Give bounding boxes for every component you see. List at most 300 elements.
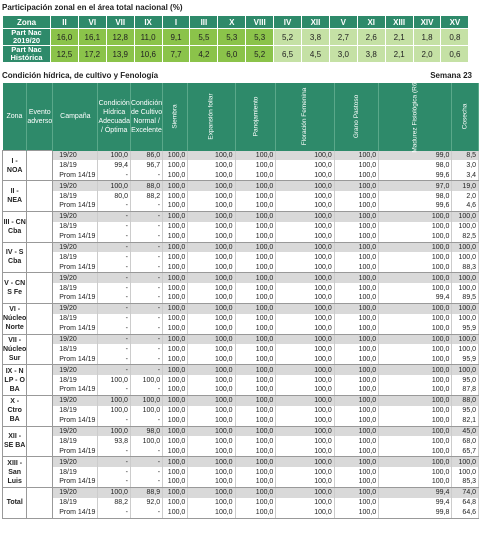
table-row [3,477,479,487]
cultivo-cell: - [130,477,162,487]
condition-table [2,80,479,519]
phenology-cell: 100,0 [379,222,452,232]
col-expansion-label: Expansión foliar [207,93,215,140]
participation-header-row [3,16,469,29]
zone-name: Total [3,487,27,518]
phenology-cell: 100,0 [276,262,334,272]
hidrica-cell: 100,0 [98,395,131,405]
evento-adverso-cell [27,211,53,242]
participation-value: 13,9 [106,46,134,63]
phenology-cell: 100,0 [334,160,378,170]
table-row [3,344,479,354]
participation-value: 12,8 [106,29,134,46]
phenology-cell: 100,0 [235,477,276,487]
col-cosecha-label: Cosecha [461,103,469,130]
phenology-cell: 100,0 [163,385,188,395]
phenology-cell: 74,0 [452,487,479,497]
phenology-cell: 100,0 [334,498,378,508]
condition-title-text: Condición hídrica, de cultivo y Fenología [2,71,159,80]
phenology-cell: 65,7 [452,446,479,456]
phenology-cell: 100,0 [163,498,188,508]
hidrica-cell: - [98,262,131,272]
phenology-cell: 100,0 [276,446,334,456]
cultivo-cell: - [130,385,162,395]
evento-adverso-cell [27,151,53,181]
campana-cell: Prom 14/19 [53,201,98,211]
phenology-cell: 64,8 [452,498,479,508]
phenology-cell: 100,0 [452,314,479,324]
participation-zone-header: V [329,16,357,29]
participation-value: 2,1 [385,46,413,63]
hidrica-cell: - [98,293,131,303]
participation-value: 3,8 [302,29,330,46]
cultivo-cell: - [130,262,162,272]
phenology-cell: 100,0 [276,416,334,426]
table-row [3,191,479,201]
participation-value: 2,7 [329,29,357,46]
phenology-cell: 100,0 [188,436,235,446]
phenology-cell: 85,3 [452,477,479,487]
phenology-cell: 100,0 [235,365,276,375]
cultivo-cell: - [130,467,162,477]
phenology-cell: 100,0 [334,211,378,221]
participation-value: 17,2 [78,46,106,63]
phenology-cell: 100,0 [188,426,235,436]
evento-adverso-cell [27,273,53,304]
participation-value: 3,0 [329,46,357,63]
campana-cell: 18/19 [53,191,98,201]
phenology-cell: 88,3 [452,262,479,272]
hidrica-cell: - [98,385,131,395]
phenology-cell: 3,0 [452,160,479,170]
hidrica-cell: - [98,211,131,221]
participation-value: 16,1 [78,29,106,46]
cultivo-cell: - [130,170,162,180]
zone-name: IV - S Cba [3,242,27,273]
campana-cell: 19/20 [53,303,98,313]
phenology-cell: 3,4 [452,170,479,180]
phenology-cell: 100,0 [334,262,378,272]
phenology-cell: 100,0 [334,303,378,313]
table-row [3,273,479,283]
phenology-cell: 100,0 [334,334,378,344]
hidrica-cell: - [98,344,131,354]
hidrica-cell: - [98,170,131,180]
phenology-cell: 100,0 [452,344,479,354]
phenology-cell: 87,8 [452,385,479,395]
participation-header-label: Zona [3,16,51,29]
participation-value: 16,0 [51,29,79,46]
participation-zone-header: III [190,16,218,29]
col-cultivo: Condición de Cultivo Normal / Excelente [130,83,162,151]
phenology-cell: 100,0 [334,222,378,232]
campana-cell: 18/19 [53,467,98,477]
phenology-cell: 100,0 [379,273,452,283]
col-siembra-label: Siembra [171,104,179,129]
phenology-cell: 100,0 [188,446,235,456]
cultivo-cell: 88,2 [130,191,162,201]
table-row [3,314,479,324]
phenology-cell: 100,0 [163,324,188,334]
phenology-cell: 100,0 [235,283,276,293]
phenology-cell: 100,0 [379,262,452,272]
phenology-cell: 82,1 [452,416,479,426]
participation-zone-header: XI [357,16,385,29]
col-panojamiento [235,83,276,151]
phenology-cell: 100,0 [163,211,188,221]
phenology-cell: 100,0 [163,457,188,467]
phenology-cell: 100,0 [379,416,452,426]
phenology-cell: 100,0 [379,446,452,456]
col-grano-label: Grano Pastoso [352,95,360,139]
participation-zone-header: IX [134,16,162,29]
phenology-cell: 100,0 [334,354,378,364]
hidrica-cell: - [98,446,131,456]
phenology-cell: 100,0 [163,170,188,180]
hidrica-cell: - [98,252,131,262]
campana-cell: Prom 14/19 [53,262,98,272]
participation-row [3,46,469,63]
phenology-cell: 95,9 [452,324,479,334]
phenology-cell: 100,0 [163,314,188,324]
participation-zone-header: XII [302,16,330,29]
phenology-cell: 100,0 [379,344,452,354]
phenology-cell: 100,0 [163,354,188,364]
phenology-cell: 100,0 [235,211,276,221]
cultivo-cell: 86,0 [130,151,162,161]
participation-value: 11,0 [134,29,162,46]
participation-row-label: Part Nac 2019/20 [3,29,51,46]
table-row [3,293,479,303]
phenology-cell: 100,0 [188,222,235,232]
cultivo-cell: - [130,344,162,354]
phenology-cell: 100,0 [235,375,276,385]
phenology-cell: 8,5 [452,151,479,161]
hidrica-cell: - [98,324,131,334]
hidrica-cell: - [98,477,131,487]
table-row [3,324,479,334]
phenology-cell: 100,0 [188,170,235,180]
phenology-cell: 100,0 [188,293,235,303]
phenology-cell: 2,0 [452,191,479,201]
phenology-cell: 100,0 [188,365,235,375]
col-floracion-label: Floración Femenina [301,88,309,146]
table-row [3,457,479,467]
phenology-cell: 100,0 [235,406,276,416]
phenology-cell: 100,0 [163,406,188,416]
phenology-cell: 100,0 [235,385,276,395]
table-row [3,416,479,426]
phenology-cell: 100,0 [163,201,188,211]
phenology-cell: 100,0 [188,314,235,324]
phenology-cell: 19,0 [452,181,479,191]
phenology-cell: 100,0 [163,242,188,252]
participation-zone-header: VII [106,16,134,29]
phenology-cell: 82,5 [452,232,479,242]
phenology-cell: 100,0 [163,293,188,303]
phenology-cell: 100,0 [188,242,235,252]
phenology-cell: 100,0 [235,344,276,354]
phenology-cell: 100,0 [334,477,378,487]
table-row [3,211,479,221]
phenology-cell: 100,0 [276,354,334,364]
campana-cell: Prom 14/19 [53,477,98,487]
phenology-cell: 100,0 [235,293,276,303]
phenology-cell: 99,6 [379,201,452,211]
phenology-cell: 100,0 [188,354,235,364]
evento-adverso-cell [27,303,53,334]
cultivo-cell: - [130,334,162,344]
phenology-cell: 88,0 [452,395,479,405]
phenology-cell: 100,0 [334,406,378,416]
phenology-cell: 100,0 [334,170,378,180]
phenology-cell: 100,0 [235,436,276,446]
phenology-cell: 97,0 [379,181,452,191]
zone-name: X - Ctro BA [3,395,27,426]
phenology-cell: 95,0 [452,406,479,416]
phenology-cell: 100,0 [163,303,188,313]
campana-cell: 19/20 [53,487,98,497]
phenology-cell: 100,0 [276,508,334,518]
phenology-cell: 100,0 [163,365,188,375]
hidrica-cell: - [98,467,131,477]
phenology-cell: 99,6 [379,170,452,180]
participation-value: 9,1 [162,29,190,46]
phenology-cell: 99,8 [379,508,452,518]
cultivo-cell: 88,9 [130,487,162,497]
phenology-cell: 100,0 [235,151,276,161]
cultivo-cell: - [130,354,162,364]
phenology-cell: 100,0 [452,222,479,232]
phenology-cell: 100,0 [188,375,235,385]
col-expansion [188,83,235,151]
phenology-cell: 100,0 [379,283,452,293]
phenology-cell: 100,0 [379,211,452,221]
phenology-cell: 100,0 [163,262,188,272]
phenology-cell: 100,0 [334,201,378,211]
phenology-cell: 100,0 [276,385,334,395]
phenology-cell: 100,0 [188,324,235,334]
phenology-cell: 100,0 [334,151,378,161]
phenology-cell: 100,0 [188,160,235,170]
phenology-cell: 100,0 [334,314,378,324]
phenology-cell: 100,0 [276,436,334,446]
phenology-cell: 100,0 [334,395,378,405]
participation-value: 2,1 [385,29,413,46]
phenology-cell: 100,0 [276,283,334,293]
hidrica-cell: - [98,314,131,324]
phenology-cell: 100,0 [276,498,334,508]
hidrica-cell: - [98,457,131,467]
phenology-cell: 100,0 [276,191,334,201]
cultivo-cell: - [130,283,162,293]
phenology-cell: 100,0 [276,252,334,262]
phenology-cell: 64,6 [452,508,479,518]
campana-cell: Prom 14/19 [53,324,98,334]
hidrica-cell: - [98,508,131,518]
campana-cell: 18/19 [53,160,98,170]
phenology-cell: 100,0 [334,365,378,375]
campana-cell: Prom 14/19 [53,508,98,518]
phenology-cell: 100,0 [276,365,334,375]
cultivo-cell: - [130,232,162,242]
hidrica-cell: 100,0 [98,181,131,191]
table-row [3,181,479,191]
phenology-cell: 100,0 [188,498,235,508]
phenology-cell: 100,0 [235,252,276,262]
phenology-cell: 100,0 [334,273,378,283]
participation-value: 1,8 [413,29,441,46]
hidrica-cell: 100,0 [98,406,131,416]
phenology-cell: 100,0 [452,334,479,344]
phenology-cell: 99,4 [379,498,452,508]
phenology-cell: 100,0 [334,508,378,518]
campana-cell: 19/20 [53,211,98,221]
col-evento: Evento adverso [27,83,53,151]
participation-value: 3,8 [357,46,385,63]
phenology-cell: 100,0 [276,477,334,487]
week-label: Semana 23 [430,71,472,80]
phenology-cell: 100,0 [334,191,378,201]
phenology-cell: 100,0 [276,334,334,344]
campana-cell: Prom 14/19 [53,293,98,303]
phenology-cell: 99,4 [379,293,452,303]
participation-zone-header: X [218,16,246,29]
phenology-cell: 100,0 [235,191,276,201]
participation-zone-header: XIII [385,16,413,29]
cultivo-cell: 100,0 [130,436,162,446]
participation-zone-header: XIV [413,16,441,29]
phenology-cell: 100,0 [188,406,235,416]
cultivo-cell: - [130,508,162,518]
phenology-cell: 100,0 [334,446,378,456]
phenology-cell: 100,0 [334,324,378,334]
phenology-cell: 100,0 [188,252,235,262]
phenology-cell: 100,0 [163,477,188,487]
phenology-cell: 100,0 [334,181,378,191]
phenology-cell: 100,0 [334,252,378,262]
table-row [3,426,479,436]
phenology-cell: 99,4 [379,487,452,497]
participation-value: 7,7 [162,46,190,63]
table-row [3,262,479,272]
cultivo-cell: - [130,303,162,313]
hidrica-cell: - [98,222,131,232]
participation-value: 4,2 [190,46,218,63]
zone-name: VI - Núcleo Norte [3,303,27,334]
phenology-cell: 100,0 [452,252,479,262]
table-row [3,303,479,313]
cultivo-cell: 100,0 [130,375,162,385]
phenology-cell: 100,0 [188,508,235,518]
phenology-cell: 100,0 [276,487,334,497]
phenology-cell: 100,0 [235,416,276,426]
phenology-cell: 4,6 [452,201,479,211]
phenology-cell: 100,0 [188,303,235,313]
phenology-cell: 100,0 [334,232,378,242]
hidrica-cell: - [98,273,131,283]
phenology-cell: 99,0 [379,151,452,161]
phenology-cell: 100,0 [163,426,188,436]
phenology-cell: 100,0 [379,395,452,405]
campana-cell: 18/19 [53,283,98,293]
participation-value: 6,5 [274,46,302,63]
phenology-cell: 100,0 [379,334,452,344]
participation-value: 12,5 [51,46,79,63]
table-row [3,232,479,242]
campana-cell: 19/20 [53,457,98,467]
col-zona: Zona [3,83,27,151]
campana-cell: 18/19 [53,314,98,324]
hidrica-cell: - [98,201,131,211]
hidrica-cell: 80,0 [98,191,131,201]
table-row [3,151,479,161]
hidrica-cell: 99,4 [98,160,131,170]
campana-cell: 18/19 [53,252,98,262]
hidrica-cell: - [98,416,131,426]
phenology-cell: 100,0 [188,344,235,354]
participation-zone-header: VI [78,16,106,29]
phenology-cell: 100,0 [334,385,378,395]
campana-cell: Prom 14/19 [53,446,98,456]
cultivo-cell: - [130,222,162,232]
phenology-cell: 100,0 [379,375,452,385]
participation-zone-header: I [162,16,190,29]
phenology-cell: 100,0 [276,314,334,324]
table-row [3,487,479,497]
phenology-cell: 100,0 [379,324,452,334]
col-madurez-label: Madurez Fisiológica (R6) [411,80,419,153]
phenology-cell: 100,0 [235,273,276,283]
hidrica-cell: 100,0 [98,375,131,385]
phenology-cell: 100,0 [235,303,276,313]
table-row [3,385,479,395]
evento-adverso-cell [27,426,53,457]
phenology-cell: 100,0 [334,242,378,252]
participation-value: 2,0 [413,46,441,63]
participation-title: Participación zonal en el área total nacional (%) [2,3,183,12]
phenology-cell: 100,0 [163,160,188,170]
table-row [3,334,479,344]
hidrica-cell: 93,8 [98,436,131,446]
participation-value: 5,3 [218,29,246,46]
phenology-cell: 100,0 [276,324,334,334]
phenology-cell: 100,0 [276,222,334,232]
campana-cell: Prom 14/19 [53,232,98,242]
participation-value: 0,8 [441,29,469,46]
phenology-cell: 100,0 [235,201,276,211]
cultivo-cell: - [130,293,162,303]
phenology-cell: 100,0 [188,334,235,344]
phenology-cell: 100,0 [452,467,479,477]
participation-value: 5,3 [246,29,274,46]
col-madurez [379,80,452,153]
hidrica-cell: - [98,242,131,252]
phenology-cell: 100,0 [334,426,378,436]
phenology-cell: 100,0 [334,436,378,446]
phenology-cell: 100,0 [235,457,276,467]
hidrica-cell: 100,0 [98,426,131,436]
participation-zone-header: IV [274,16,302,29]
phenology-cell: 100,0 [188,201,235,211]
hidrica-cell: - [98,283,131,293]
campana-cell: 18/19 [53,375,98,385]
phenology-cell: 100,0 [379,232,452,242]
phenology-cell: 100,0 [452,303,479,313]
hidrica-cell: - [98,232,131,242]
phenology-cell: 100,0 [379,303,452,313]
phenology-cell: 100,0 [163,252,188,262]
